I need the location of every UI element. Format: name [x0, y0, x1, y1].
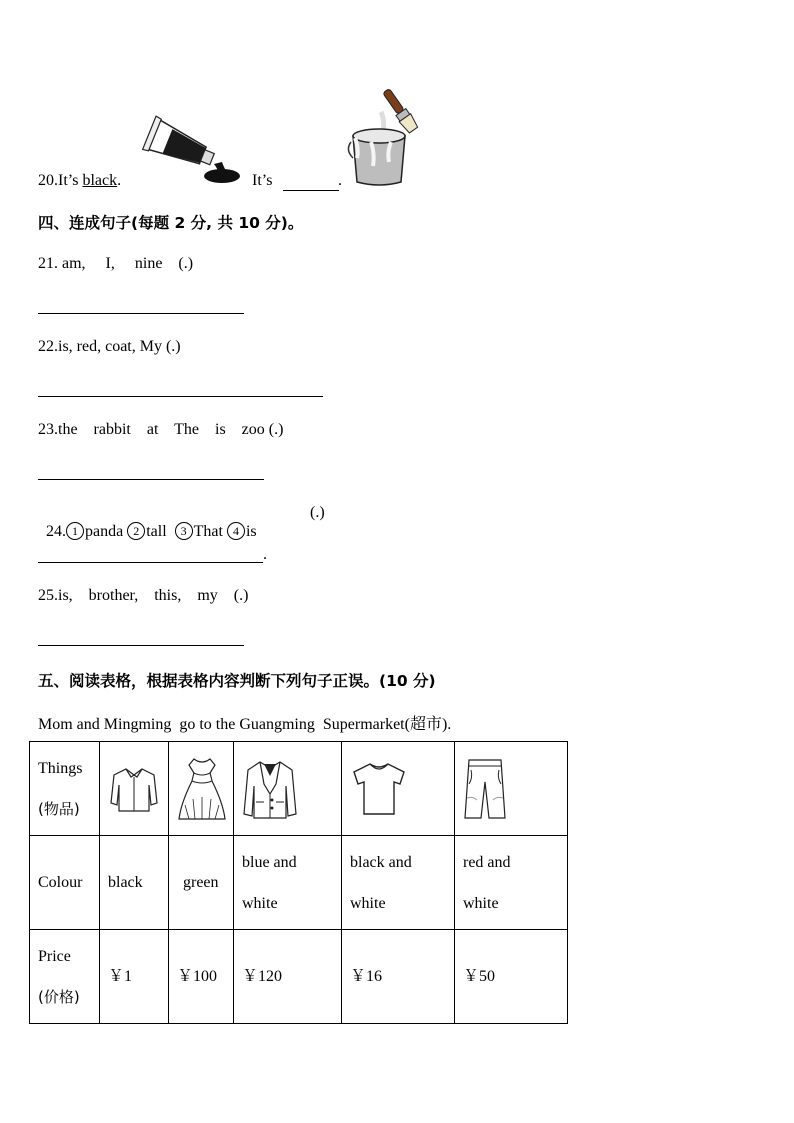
price-cell: ￥1: [100, 930, 169, 1024]
paint-bucket-illustration: [345, 84, 429, 188]
item-cell-dress: [169, 742, 234, 836]
q23-text: 23.the rabbit at The is zoo (.): [38, 421, 284, 438]
table-row-price: [30, 930, 568, 1024]
colour-cell: blue and white: [234, 836, 342, 930]
pants-icon: [463, 756, 507, 822]
circled-number-4: 4: [227, 522, 245, 540]
colour-cell: black and white: [342, 836, 455, 930]
item-cell-tshirt: [342, 742, 455, 836]
colour-header-cell: Colour: [30, 836, 100, 930]
q24-answer-line[interactable]: [38, 562, 263, 563]
price-cn-label: (价格): [38, 987, 80, 1006]
colour-cell: black: [100, 836, 169, 930]
circled-number-3: 3: [175, 522, 193, 540]
item-cell-shirt: [100, 742, 169, 836]
table-intro: Mom and Mingming go to the Guangming Supermarket(超市).: [38, 716, 452, 733]
shirt-icon: [108, 763, 160, 815]
colour-cell: green: [169, 836, 234, 930]
circled-number-1: 1: [66, 522, 84, 540]
q22-text: 22.is, red, coat, My (.): [38, 338, 181, 355]
section-5-title: 五、阅读表格，根据表格内容判断下列句子正误。(10 分): [38, 672, 436, 690]
dress-icon: [177, 755, 227, 823]
q25-answer-line[interactable]: [38, 645, 244, 646]
price-cell: ￥16: [342, 930, 455, 1024]
q24-end: (.): [310, 504, 325, 521]
table-row-things: [30, 742, 568, 836]
things-cn-label: (物品): [38, 799, 80, 818]
q22-answer-line[interactable]: [38, 396, 323, 397]
q21-answer-line[interactable]: [38, 313, 244, 314]
section-4-title: 四、连成句子(每题 2 分, 共 10 分)。: [38, 214, 304, 232]
circled-number-2: 2: [127, 522, 145, 540]
price-cell: ￥100: [169, 930, 234, 1024]
price-label: Price: [38, 947, 71, 965]
table-row-colour: [30, 836, 568, 930]
goods-table: [29, 741, 568, 1024]
q24-text: 24. 1 panda 2 tall 3 That 4 is: [46, 523, 257, 540]
q20-colour-word: black: [82, 172, 118, 189]
q20-answer: It’s: [252, 172, 273, 189]
price-header-cell: [30, 930, 100, 1024]
q24-line-end: .: [263, 546, 267, 563]
q25-text: 25.is, brother, this, my (.): [38, 587, 249, 604]
price-cell: ￥120: [234, 930, 342, 1024]
q20-text: 20.It’s black.: [38, 172, 122, 189]
tshirt-icon: [350, 760, 408, 818]
paint-tube-illustration: [142, 114, 242, 186]
things-header-cell: [30, 742, 100, 836]
item-cell-pants: [455, 742, 568, 836]
q23-answer-line[interactable]: [38, 479, 264, 480]
q20-answer-end: .: [338, 172, 342, 189]
colour-cell: red and white: [455, 836, 568, 930]
item-cell-jacket: [234, 742, 342, 836]
q21-text: 21. am, I, nine (.): [38, 255, 194, 272]
price-cell: ￥50: [455, 930, 568, 1024]
things-label: Things: [38, 759, 83, 777]
q20-answer-line[interactable]: [283, 190, 339, 191]
jacket-icon: [242, 758, 298, 820]
